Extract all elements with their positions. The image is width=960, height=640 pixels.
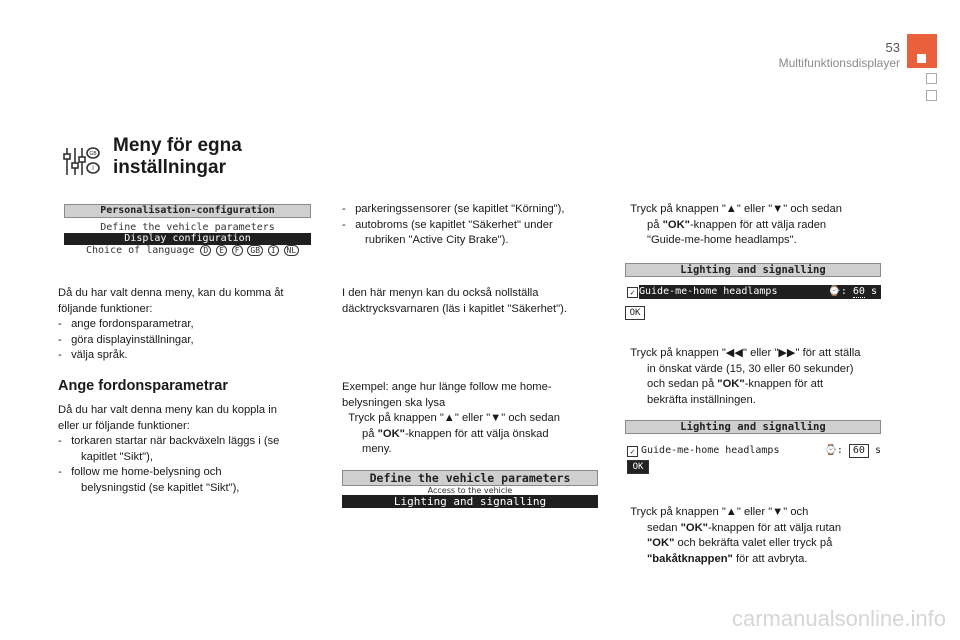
page-number: 53 [885, 40, 900, 55]
text-line: in önskat värde (15, 30 eller 60 sekunder) [647, 362, 854, 375]
functions-continued [342, 202, 604, 249]
text-line: sedan "OK"-knappen för att välja rutan [647, 521, 842, 534]
step-item: Tryck på knappen "▲" eller "▼" och [630, 506, 809, 518]
step-item: Tryck på knappen "◀◀" eller "▶▶" för att ställa [630, 347, 861, 359]
text-line: på "OK"-knappen för att välja raden [647, 218, 827, 231]
list-item: - autobroms (se kapitlet "Säkerhet" under [342, 218, 553, 231]
list-item: - ange fordonsparametrar, [58, 318, 194, 330]
page-marker-square [926, 73, 937, 84]
text-line: Då du har valt denna meny kan du koppla in [58, 404, 277, 416]
text-line: rubriken "Active City Brake"). [365, 234, 509, 246]
text-line: på "OK"-knappen för att välja önskad [362, 427, 549, 440]
language-label: Choice of language [86, 245, 195, 256]
screen-row-selected: Guide-me-home headlamps ⌚: 60 s [639, 285, 881, 299]
display-screen-vehicle-params [342, 470, 598, 508]
text-line: "Guide-me-home headlamps". [647, 234, 797, 246]
list-item: - välja språk. [58, 349, 128, 361]
section-title-line: inställningar [113, 157, 226, 178]
ok-box: OK [625, 306, 645, 320]
text-line: bekräfta inställningen. [647, 393, 756, 406]
screen-menu-item-selected: Lighting and signalling [342, 495, 598, 508]
reset-paragraph [342, 286, 604, 317]
text-line: Då du har valt denna meny, kan du komma åt [58, 287, 284, 299]
section-title [113, 135, 242, 179]
text-line: Exempel: ange hur länge follow me home- [342, 381, 552, 393]
text-line: belysningen ska lysa [342, 396, 446, 409]
chapter-tab-marker [917, 54, 926, 63]
text-line: "bakåtknappen" för att avbryta. [647, 552, 808, 565]
watermark: carmanualsonline.info [731, 606, 946, 631]
screen-menu-item [64, 245, 311, 256]
display-screen-personalisation [64, 204, 311, 256]
list-item: - parkeringssensorer (se kapitlet "Körning"), [342, 203, 565, 215]
screen-header: Lighting and signalling [625, 420, 881, 434]
text-line: I den här menyn kan du också nollställa [342, 287, 539, 299]
display-screen-guide-me-home-confirm [625, 420, 881, 472]
screen-row-text: Guide-me-home headlamps ⌚: 60 s [641, 445, 881, 456]
intro-paragraph [58, 286, 318, 364]
flag-icon: I [268, 245, 279, 256]
list-item: - follow me home-belysning och [58, 466, 222, 478]
checkbox-icon: ✓ [627, 446, 638, 457]
text-line: och sedan på "OK"-knappen för att [647, 378, 824, 390]
svg-text:I: I [92, 165, 94, 172]
flag-icon: GB [247, 245, 263, 256]
section-title-line: Meny för egna [113, 135, 242, 156]
screen-menu-item-selected: Display configuration [64, 233, 311, 245]
subheading: Ange fordonsparametrar [58, 378, 229, 394]
step-item: Tryck på knappen "▲" eller "▼" och sedan [630, 203, 842, 215]
screen-menu-item: Access to the vehicle [427, 486, 513, 495]
text-line: meny. [362, 443, 392, 455]
step-set-value [624, 346, 892, 408]
flag-icon: NL [284, 245, 300, 256]
text-line: kapitlet "Sikt"), [81, 450, 153, 463]
example-paragraph [342, 380, 604, 458]
ok-box-selected: OK [627, 460, 649, 474]
flag-icon: F [232, 245, 243, 256]
step-select-row [624, 202, 886, 249]
svg-text:GB: GB [89, 151, 97, 157]
screen-header: Define the vehicle parameters [342, 470, 598, 486]
list-item: - torkaren startar när backväxeln läggs i (se [58, 435, 280, 447]
step-confirm [624, 505, 886, 567]
screen-header: Lighting and signalling [625, 263, 881, 277]
checkbox-icon: ✓ [627, 287, 638, 298]
text-line: följande funktioner: [58, 302, 153, 315]
page-marker-square [926, 90, 937, 101]
chapter-title: Multifunktionsdisplayer [778, 56, 900, 70]
flag-icon: D [200, 245, 211, 256]
display-screen-guide-me-home-select [625, 263, 881, 318]
text-line: eller ur följande funktioner: [58, 419, 190, 432]
screen-row [625, 285, 881, 299]
text-line: "OK" och bekräfta valet eller tryck på [647, 537, 833, 549]
text-line: belysningstid (se kapitlet "Sikt"), [81, 481, 240, 494]
screen-menu-item: Define the vehicle parameters [100, 222, 275, 233]
list-item: - göra displayinställningar, [58, 333, 194, 346]
screen-row [625, 444, 881, 458]
flag-icon: E [216, 245, 227, 256]
screen-header: Personalisation-configuration [64, 204, 311, 218]
step-item: Tryck på knappen "▲" eller "▼" och sedan [348, 412, 560, 424]
functions-paragraph [58, 403, 320, 496]
text-line: däcktrycksvarnaren (läs i kapitlet "Säkerhet"). [342, 302, 567, 315]
settings-sliders-icon [62, 145, 100, 177]
language-flags [200, 245, 299, 256]
